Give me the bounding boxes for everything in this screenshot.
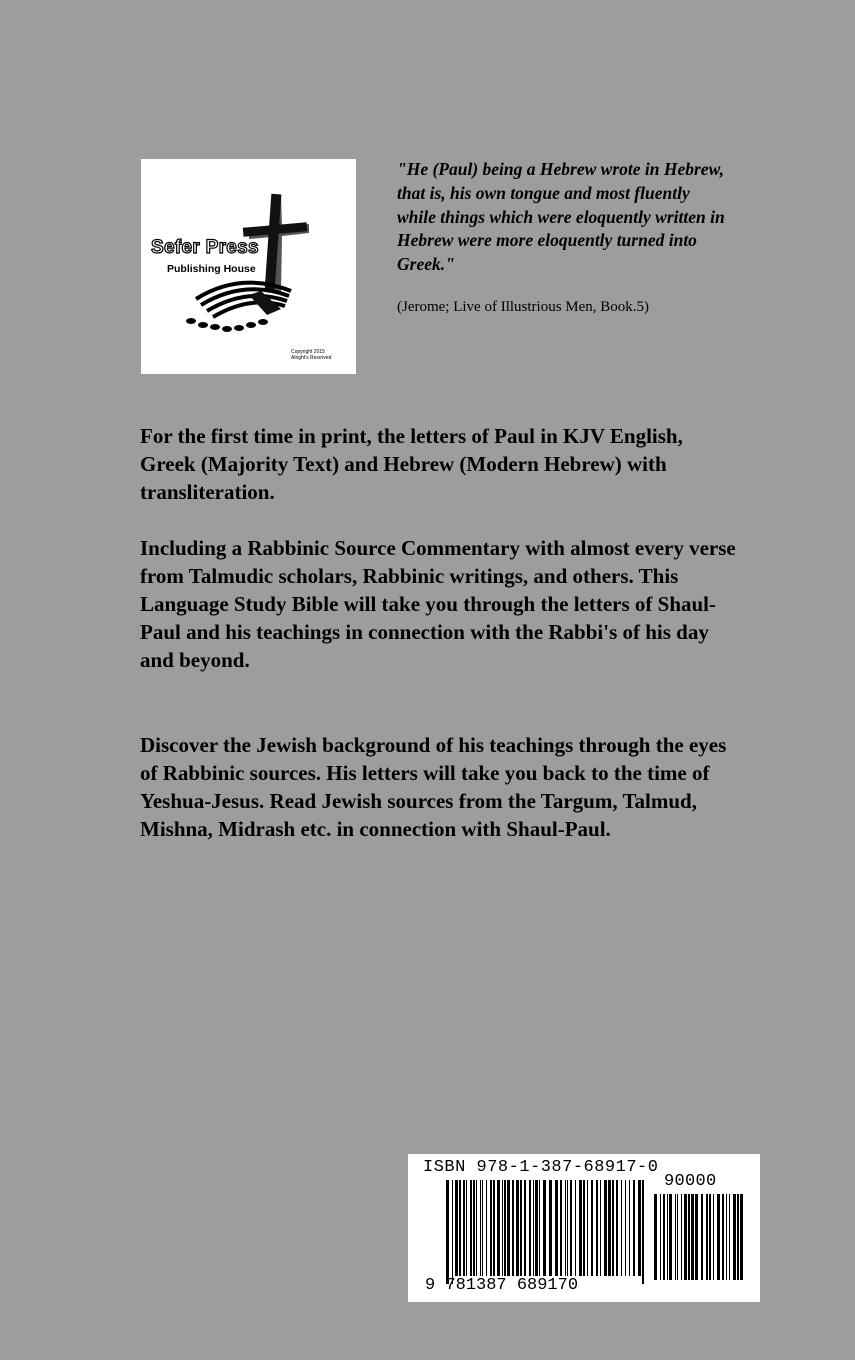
barcode-bar	[539, 1180, 540, 1276]
barcode-bar	[722, 1194, 724, 1280]
barcode-bar	[638, 1180, 641, 1276]
barcode-bar	[642, 1180, 644, 1284]
barcode-bar	[608, 1180, 611, 1276]
barcode-bar	[688, 1194, 690, 1280]
barcode-bar	[677, 1194, 678, 1280]
barcode-bar	[549, 1180, 552, 1276]
barcode-bar	[660, 1194, 661, 1280]
barcode-bar	[629, 1180, 630, 1276]
ean-digits: 9 781387 689170	[425, 1276, 579, 1295]
description-paragraph-1: For the first time in print, the letters of Paul in KJV English, Greek (Majority Text) and Hebrew (Modern Hebrew) with transliteration.	[140, 424, 683, 504]
barcode-bar	[466, 1180, 467, 1276]
publisher-logo	[141, 159, 356, 374]
barcode-bar	[600, 1180, 601, 1276]
ean-bars	[446, 1180, 646, 1284]
barcode-bar	[560, 1180, 562, 1276]
barcode-bar	[452, 1180, 453, 1284]
barcode-bar	[654, 1194, 657, 1280]
barcode-bar	[625, 1180, 626, 1276]
barcode-bar	[463, 1180, 465, 1276]
barcode-bar	[476, 1180, 477, 1276]
barcode-bar	[733, 1194, 736, 1280]
barcode-bar	[612, 1180, 614, 1276]
barcode-bar	[675, 1194, 676, 1280]
barcode-bar	[579, 1180, 582, 1276]
barcode-bar	[446, 1180, 449, 1284]
barcode-bar	[663, 1194, 665, 1280]
barcode-bar	[633, 1180, 635, 1276]
barcode-bar	[473, 1180, 475, 1276]
barcode-bar	[486, 1180, 487, 1276]
barcode-bar	[729, 1194, 730, 1280]
barcode-bar	[709, 1194, 711, 1280]
description-paragraph-2: Including a Rabbinic Source Commentary with almost every verse from Talmudic scholars, Rabbinic writings, and others. This Language Study Bible will take you through the letters of Shaul-Paul and his teachings in connection with the Rabbi's of his day and beyond.	[140, 536, 736, 672]
barcode-bar	[529, 1180, 531, 1276]
barcode-bar	[587, 1180, 588, 1276]
barcode-bar	[504, 1180, 506, 1276]
barcode-bar	[524, 1180, 526, 1276]
barcode-bar	[482, 1180, 483, 1276]
barcode-bar	[717, 1194, 720, 1280]
logo-copyright-line1: Copyright 2015	[291, 349, 325, 355]
barcode-bar	[684, 1194, 687, 1280]
barcode-bar	[695, 1194, 698, 1280]
barcode-bar	[507, 1180, 510, 1276]
barcode-bar	[621, 1180, 622, 1276]
logo-subtitle: Publishing House	[167, 263, 256, 275]
quote-source: (Jerome; Live of Illustrious Men, Book.5)	[397, 299, 650, 315]
barcode-bar	[493, 1180, 495, 1276]
barcode-bar	[516, 1180, 519, 1276]
jerome-quote: "He (Paul) being a Hebrew wrote in Hebrew, that is, his own tongue and most fluently while things which were eloquently written in Hebrew were more eloquently turned into Greek."	[397, 159, 725, 275]
barcode-bar	[726, 1194, 727, 1280]
description-paragraph-3: Discover the Jewish background of his teachings through the eyes of Rabbinic sources. His letters will take you back to the time of Yeshua-Jesus. Read Jewish sources from the Targum, Talmud, Mishna, Midrash etc. in connection with Shaul-Paul.	[140, 733, 727, 841]
barcode-bar	[583, 1180, 585, 1276]
barcode-bar	[667, 1194, 668, 1280]
barcode-bar	[706, 1194, 708, 1280]
barcode-bar	[596, 1180, 598, 1276]
barcode-bar	[459, 1180, 461, 1276]
barcode-bar	[737, 1194, 739, 1280]
barcode-bar	[701, 1194, 703, 1280]
barcode-bar	[669, 1194, 672, 1280]
isbn-barcode	[408, 1154, 760, 1302]
barcode-bar	[681, 1194, 682, 1280]
barcode-bar	[480, 1180, 481, 1276]
barcode-bar	[470, 1180, 472, 1276]
barcode-bar	[512, 1180, 514, 1276]
price-code: 90000	[664, 1172, 717, 1191]
barcode-bar	[535, 1180, 538, 1276]
barcode-bar	[604, 1180, 607, 1276]
barcode-bar	[533, 1180, 534, 1276]
barcode-bar	[555, 1180, 558, 1276]
barcode-bar	[570, 1180, 572, 1276]
barcode-bar	[691, 1194, 694, 1280]
barcode-bar	[490, 1180, 492, 1276]
barcode-bar	[565, 1180, 566, 1276]
barcode-bar	[520, 1180, 522, 1276]
barcode-bar	[591, 1180, 593, 1276]
isbn-label: ISBN 978-1-387-68917-0	[423, 1158, 659, 1177]
barcode-bar	[567, 1180, 568, 1276]
barcode-bar	[575, 1180, 576, 1276]
addon-bars	[654, 1194, 746, 1280]
barcode-bar	[543, 1180, 546, 1276]
barcode-bar	[455, 1180, 458, 1276]
barcode-bar	[616, 1180, 618, 1276]
barcode-bar	[740, 1194, 743, 1280]
logo-copyright-line2: Alright's Reserved	[291, 355, 332, 361]
barcode-bar	[502, 1180, 503, 1276]
logo-copyright	[291, 349, 351, 361]
barcode-bar	[497, 1180, 500, 1276]
barcode-bar	[713, 1194, 714, 1280]
logo-name: Sefer Press	[151, 237, 259, 258]
